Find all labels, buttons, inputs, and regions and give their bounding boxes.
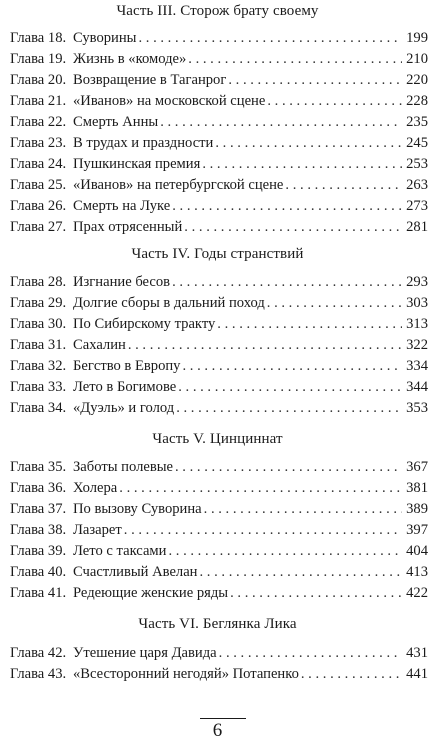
- dot-leader: [175, 457, 402, 477]
- chapter-number: Глава 41.: [10, 585, 67, 601]
- chapter-number: Глава 38.: [10, 522, 67, 538]
- dot-leader: [200, 562, 403, 582]
- chapter-number: Глава 23.: [10, 135, 67, 151]
- chapter-number: Глава 21.: [10, 93, 67, 109]
- chapter-page: 334: [406, 358, 428, 374]
- dot-leader: [188, 49, 402, 69]
- dot-leader: [172, 272, 402, 292]
- dot-leader: [219, 643, 402, 663]
- chapter-page: 367: [406, 459, 428, 475]
- chapter-number: Глава 18.: [10, 30, 67, 46]
- dot-leader: [301, 664, 402, 684]
- chapter-title: Долгие сборы в дальний поход: [73, 295, 265, 311]
- chapter-title: Жизнь в «комоде»: [73, 51, 187, 67]
- part-heading: Часть VI. Беглянка Лика: [138, 616, 297, 632]
- toc-entry: [10, 398, 428, 418]
- chapter-number: Глава 20.: [10, 72, 67, 88]
- chapter-title: По Сибирскому тракту: [73, 316, 216, 332]
- toc-entry: [10, 49, 428, 69]
- chapter-number: Глава 24.: [10, 156, 67, 172]
- dot-leader: [176, 398, 402, 418]
- chapter-number: Глава 32.: [10, 358, 67, 374]
- chapter-title: Холера: [73, 480, 118, 496]
- chapter-page: 381: [406, 480, 428, 496]
- chapter-page: 344: [406, 379, 428, 395]
- dot-leader: [184, 217, 402, 237]
- part-heading: Часть V. Цинциннат: [152, 431, 283, 447]
- dot-leader: [128, 335, 402, 355]
- toc-entry: [10, 293, 428, 313]
- dot-leader: [160, 112, 402, 132]
- toc-entry: [10, 377, 428, 397]
- dot-leader: [285, 175, 402, 195]
- toc-entry: [10, 356, 428, 376]
- chapter-page: 235: [406, 114, 428, 130]
- dot-leader: [217, 314, 402, 334]
- chapter-page: 441: [406, 666, 428, 682]
- toc-entry: [10, 314, 428, 334]
- chapter-page: 273: [406, 198, 428, 214]
- chapter-page: 431: [406, 645, 428, 661]
- chapter-number: Глава 29.: [10, 295, 67, 311]
- dot-leader: [267, 293, 402, 313]
- chapter-number: Глава 26.: [10, 198, 67, 214]
- toc-entry: [10, 499, 428, 519]
- toc-entry: [10, 91, 428, 111]
- dot-leader: [230, 583, 402, 603]
- toc-entry: [10, 70, 428, 90]
- chapter-page: 210: [406, 51, 428, 67]
- chapter-title: В трудах и праздности: [73, 135, 214, 151]
- chapter-title: «Иванов» на петербургской сцене: [73, 177, 284, 193]
- toc-entry: [10, 112, 428, 132]
- chapter-number: Глава 27.: [10, 219, 67, 235]
- dot-leader: [168, 541, 402, 561]
- chapter-page: 303: [406, 295, 428, 311]
- chapter-page: 245: [406, 135, 428, 151]
- dot-leader: [267, 91, 402, 111]
- chapter-page: 293: [406, 274, 428, 290]
- toc-entry: [10, 154, 428, 174]
- chapter-page: 228: [406, 93, 428, 109]
- toc-entry: [10, 478, 428, 498]
- footer-rule: [200, 718, 246, 719]
- chapter-title: По вызову Суворина: [73, 501, 202, 517]
- chapter-title: Прах отрясенный: [73, 219, 183, 235]
- chapter-number: Глава 40.: [10, 564, 67, 580]
- toc-entry: [10, 28, 428, 48]
- dot-leader: [204, 499, 402, 519]
- toc-entry: [10, 541, 428, 561]
- toc-entry: [10, 196, 428, 216]
- chapter-page: 422: [406, 585, 428, 601]
- chapter-page: 404: [406, 543, 428, 559]
- chapter-number: Глава 31.: [10, 337, 67, 353]
- part-heading: Часть III. Сторож брату своему: [116, 3, 319, 19]
- chapter-title: Возвращение в Таганрог: [73, 72, 227, 88]
- chapter-page: 413: [406, 564, 428, 580]
- chapter-title: «Всесторонний негодяй» Потапенко: [73, 666, 299, 682]
- chapter-page: 263: [406, 177, 428, 193]
- chapter-title: Пушкинская премия: [73, 156, 201, 172]
- chapter-number: Глава 28.: [10, 274, 67, 290]
- chapter-title: «Иванов» на московской сцене: [73, 93, 266, 109]
- chapter-title: «Дуэль» и голод: [73, 400, 175, 416]
- chapter-number: Глава 39.: [10, 543, 67, 559]
- chapter-number: Глава 22.: [10, 114, 67, 130]
- chapter-title: Редеющие женские ряды: [73, 585, 229, 601]
- chapter-title: Смерть Анны: [73, 114, 159, 130]
- chapter-title: Счастливый Авелан: [73, 564, 198, 580]
- dot-leader: [182, 356, 402, 376]
- chapter-number: Глава 37.: [10, 501, 67, 517]
- toc-entry: [10, 643, 428, 663]
- chapter-number: Глава 33.: [10, 379, 67, 395]
- chapter-page: 281: [406, 219, 428, 235]
- toc-entry: [10, 520, 428, 540]
- toc-entry: [10, 217, 428, 237]
- chapter-title: Бегство в Европу: [73, 358, 181, 374]
- toc-entry: [10, 562, 428, 582]
- dot-leader: [119, 478, 402, 498]
- toc-entry: [10, 175, 428, 195]
- chapter-title: Суворины: [73, 30, 137, 46]
- chapter-title: Лазарет: [73, 522, 122, 538]
- chapter-number: Глава 30.: [10, 316, 67, 332]
- toc-entry: [10, 133, 428, 153]
- chapter-number: Глава 42.: [10, 645, 67, 661]
- chapter-page: 199: [406, 30, 428, 46]
- chapter-title: Лето с таксами: [73, 543, 167, 559]
- chapter-number: Глава 19.: [10, 51, 67, 67]
- chapter-page: 389: [406, 501, 428, 517]
- chapter-title: Смерть на Луке: [73, 198, 171, 214]
- chapter-page: 220: [406, 72, 428, 88]
- chapter-title: Лето в Богимове: [73, 379, 177, 395]
- dot-leader: [124, 520, 402, 540]
- chapter-number: Глава 36.: [10, 480, 67, 496]
- chapter-page: 353: [406, 400, 428, 416]
- chapter-number: Глава 25.: [10, 177, 67, 193]
- chapter-page: 313: [406, 316, 428, 332]
- chapter-title: Изгнание бесов: [73, 274, 171, 290]
- dot-leader: [178, 377, 402, 397]
- toc-entry: [10, 664, 428, 684]
- chapter-title: Заботы полевые: [73, 459, 173, 475]
- chapter-page: 397: [406, 522, 428, 538]
- toc-entry: [10, 272, 428, 292]
- dot-leader: [202, 154, 402, 174]
- dot-leader: [228, 70, 402, 90]
- page-number: 6: [212, 720, 223, 741]
- chapter-number: Глава 43.: [10, 666, 67, 682]
- chapter-page: 322: [406, 337, 428, 353]
- chapter-number: Глава 34.: [10, 400, 67, 416]
- dot-leader: [172, 196, 402, 216]
- chapter-number: Глава 35.: [10, 459, 67, 475]
- part-heading: Часть IV. Годы странствий: [131, 246, 304, 262]
- chapter-title: Сахалин: [73, 337, 126, 353]
- dot-leader: [138, 28, 402, 48]
- toc-entry: [10, 335, 428, 355]
- toc-entry: [10, 583, 428, 603]
- dot-leader: [215, 133, 402, 153]
- toc-entry: [10, 457, 428, 477]
- chapter-title: Утешение царя Давида: [73, 645, 217, 661]
- chapter-page: 253: [406, 156, 428, 172]
